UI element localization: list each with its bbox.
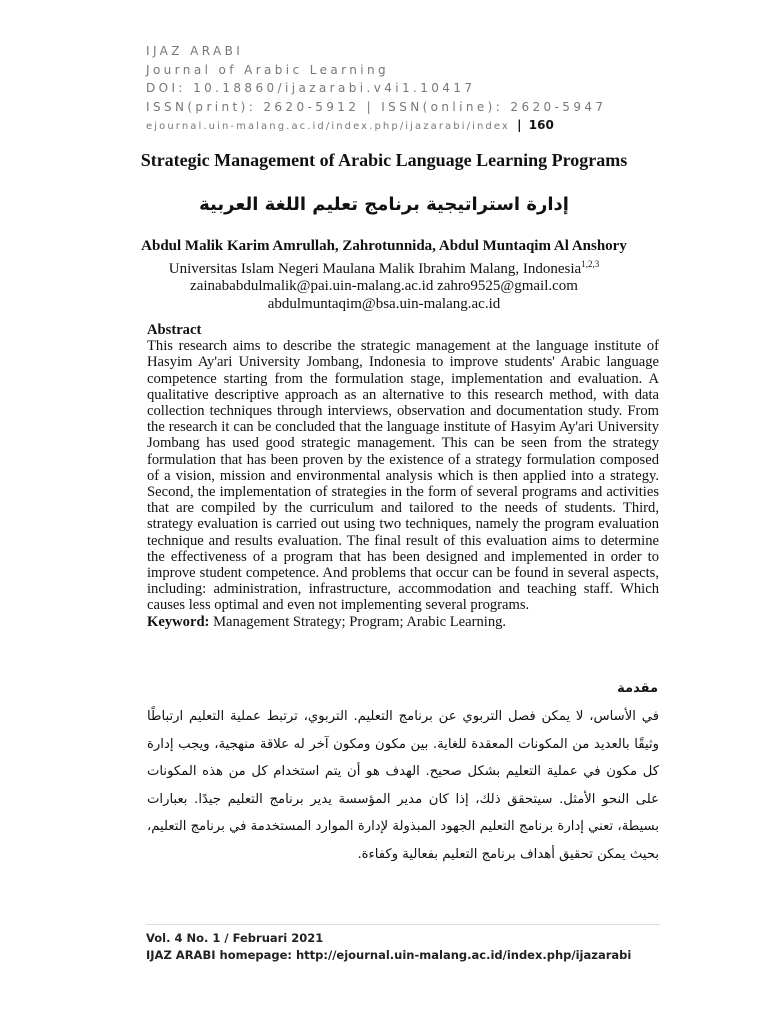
journal-header (146, 42, 656, 137)
article-title-ar: إدارة استراتيجية برنامج تعليم اللغة العربية (199, 194, 569, 215)
journal-doi: DOI: 10.18860/ijazarabi.v4i1.10417 (146, 81, 476, 95)
footer-volume: Vol. 4 No. 1 / Februari 2021 (146, 931, 324, 945)
introduction-paragraph: في الأساس، لا يمكن فصل التربوي عن برنامج التعليم. التربوي، ترتبط عملية التعليم ارتباطًا وثيقًا بالعديد من المكونات المعقدة للغاية. بين مكون ومكون آخر له علاقة منهجية، ويجب إدارة كل مكون في عملية التعليم بشكل صحيح. الهدف هو أن يتم استخدام كل من هذه المكونات على النحو الأمثل. سيتحقق ذلك، إذا كان مدير المؤسسة يدير برنامج التعليم جيدًا. بعبارات بسيطة، تعني إدارة برنامج التعليم الجهود المبذولة لإدارة الموارد المستخدمة في برنامج التعليم، بحيث يمكن تحقيق أهداف برنامج التعليم بفعالية وكفاءة. (147, 709, 659, 862)
abstract-text: This research aims to describe the strategic management at the language institute of Hasyim Ay'ari University Jombang, Indonesia to improve students' Arabic language competence starting from the formulation stage, implementation and evaluation. A qualitative descriptive approach as an alternative to this research method, with data collection techniques through interviews, observation and documentation study. From the research it can be concluded that the language institute of Hasyim Ay'ari University Jombang has used good strategic management. This can be seen from the strategy formulation that has been proven by the existence of a strategy formulation composed of a vision, mission and environmental analysis which is then applied into a strategy. Second, the implementation of strategies in the form of several programs and activities that are compiled by the curriculum and tailored to the needs of students. Third, strategy evaluation is carried out using two techniques, namely the program evaluation technique and results evaluation. The final result of this evaluation aims to determine the effectiveness of a program that has been designed and implemented in order to improve student competence. And problems that occur can be found in several aspects, including: administration, infrastructure, accommodation and teaching staff. Which causes less optimal and even not implementing several programs. (147, 338, 659, 614)
journal-url: ejournal.uin-malang.ac.id/index.php/ijazarabi/index (146, 121, 510, 132)
journal-url-line (146, 116, 656, 137)
page-number: 160 (528, 118, 554, 132)
authors-block (0, 238, 768, 313)
footer-homepage: IJAZ ARABI homepage: http://ejournal.uin-malang.ac.id/index.php/ijazarabi (146, 948, 632, 962)
article-title-en: Strategic Management of Arabic Language Learning Programs (140, 150, 628, 170)
journal-name: IJAZ ARABI (146, 44, 244, 58)
keyword-text: Management Strategy; Program; Arabic Learning. (209, 613, 507, 630)
footer-divider (146, 924, 660, 925)
journal-issn: ISSN(print): 2620-5912 | ISSN(online): 2620-5947 (146, 99, 607, 114)
author-names: Abdul Malik Karim Amrullah, Zahrotunnida, Abdul Muntaqim Al Anshory (141, 238, 627, 254)
affiliation-line (0, 256, 768, 279)
author-emails-1: zainababdulmalik@pai.uin-malang.ac.id zahro9525@gmail.com (190, 278, 578, 294)
page-footer (146, 930, 660, 964)
abstract-heading: Abstract (147, 322, 202, 338)
affiliation: Universitas Islam Negeri Maulana Malik Ibrahim Malang, Indonesia (168, 260, 582, 277)
author-emails-2: abdulmuntaqim@bsa.uin-malang.ac.id (267, 295, 501, 312)
keywords-line (147, 614, 659, 630)
abstract-section (147, 322, 659, 630)
keyword-label: Keyword: (147, 613, 210, 630)
journal-subtitle: Journal of Arabic Learning (146, 62, 390, 77)
affiliation-superscript: 1,2,3 (581, 258, 600, 269)
section-heading-introduction: مقدمة (617, 681, 658, 696)
page-separator: | (517, 118, 522, 132)
